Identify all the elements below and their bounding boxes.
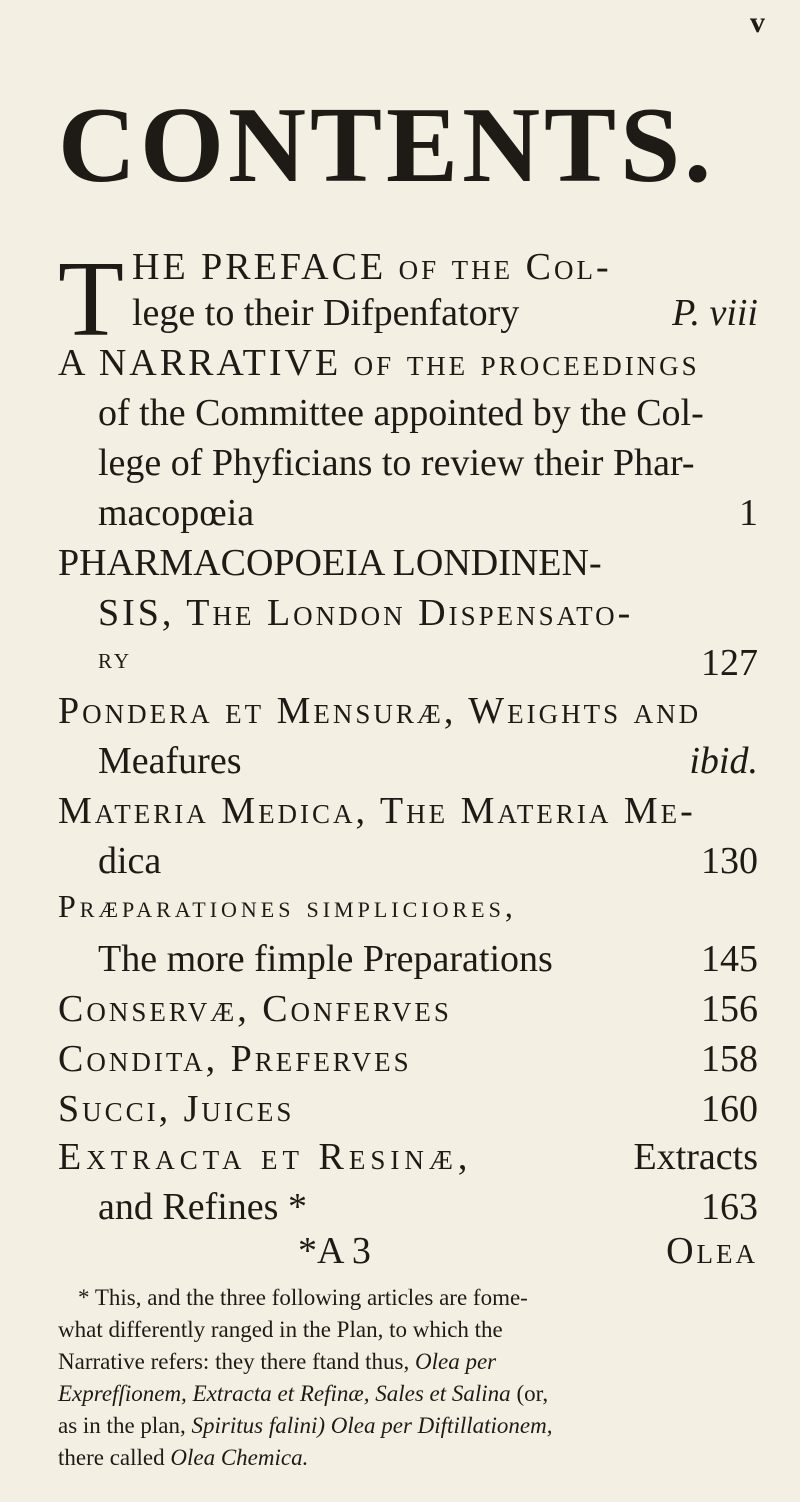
- toc-entry-extracta-line1: Extracta et Resinæ,: [58, 1136, 473, 1178]
- toc-entry-preface-line2: lege to their Difpenfatory: [132, 292, 520, 334]
- toc-entry-preface-line1: HE PREFACE of the Col-: [132, 246, 612, 288]
- toc-entry-pondera-line2: Meafures: [98, 740, 242, 782]
- toc-page-materia: 130: [701, 840, 758, 882]
- toc-entry-pondera-line1: Pondera et Mensuræ, Weights and: [58, 690, 702, 732]
- toc-entry-pharmacopoeia-line2: SIS, The London Dispensato-: [98, 592, 634, 634]
- toc-page-praeparationes: 145: [701, 938, 758, 980]
- toc-entry-narrative-line1: A NARRATIVE of the proceedings: [58, 342, 700, 384]
- catchword: Olea: [666, 1230, 758, 1272]
- toc-page-preface: P. viii: [672, 292, 758, 334]
- drop-cap: T: [58, 240, 124, 359]
- footnote-line: Narrative refers: they there ftand thus, Olea per: [58, 1349, 497, 1374]
- signature-mark: *A 3: [298, 1230, 371, 1272]
- toc-entry-praeparationes-line2: The more fimple Preparations: [98, 938, 553, 980]
- footnote-line: Exprefſionem, Extracta et Refinæ, Sales et Salina (or,: [58, 1381, 549, 1406]
- toc-page-extracta: 163: [701, 1186, 758, 1228]
- toc-entry-materia-line2: dica: [98, 840, 162, 882]
- footnote: [58, 1282, 758, 1474]
- toc-page-succi: 160: [701, 1088, 758, 1130]
- toc-entry-narrative-line2: of the Committee appointed by the Col-: [98, 392, 704, 434]
- toc-page-condita: 158: [701, 1038, 758, 1080]
- toc-entry-extracta-line2: and Refines *: [98, 1186, 307, 1228]
- toc-entry-pharmacopoeia-line1: PHARMACOPOEIA LONDINEN-: [58, 542, 602, 584]
- toc-entry-extracta-right: Extracts: [633, 1136, 758, 1178]
- toc-page-narrative: 1: [739, 492, 758, 534]
- toc-entry-praeparationes-line1: Præparationes simpliciores,: [58, 888, 517, 924]
- footnote-line: as in the plan, Spiritus falini) Olea per Diftillationem,: [58, 1413, 553, 1438]
- footnote-line: * This, and the three following articles are fome-: [78, 1285, 528, 1310]
- toc-entry-materia-line1: Materia Medica, The Materia Me-: [58, 790, 696, 832]
- page-title: CONTENTS.: [58, 86, 716, 205]
- toc-page-pondera: ibid.: [689, 740, 758, 782]
- toc-entry-succi: Succi, Juices: [58, 1088, 295, 1130]
- toc-entry-narrative-line4: macopœia: [98, 492, 255, 534]
- toc-entry-pharmacopoeia-line3: ry: [98, 642, 133, 675]
- toc-entry-narrative-line3: lege of Phyficians to review their Phar-: [98, 442, 695, 484]
- toc-page-conservae: 156: [701, 988, 758, 1030]
- toc-page-pharmacopoeia: 127: [701, 642, 758, 684]
- footnote-line: there called Olea Chemica.: [58, 1445, 309, 1470]
- toc-entry-condita: Condita, Preferves: [58, 1038, 412, 1080]
- toc-entry-conservae: Conservæ, Conferves: [58, 988, 452, 1030]
- footnote-line: what differently ranged in the Plan, to which the: [58, 1317, 503, 1342]
- page-number: v: [750, 6, 765, 39]
